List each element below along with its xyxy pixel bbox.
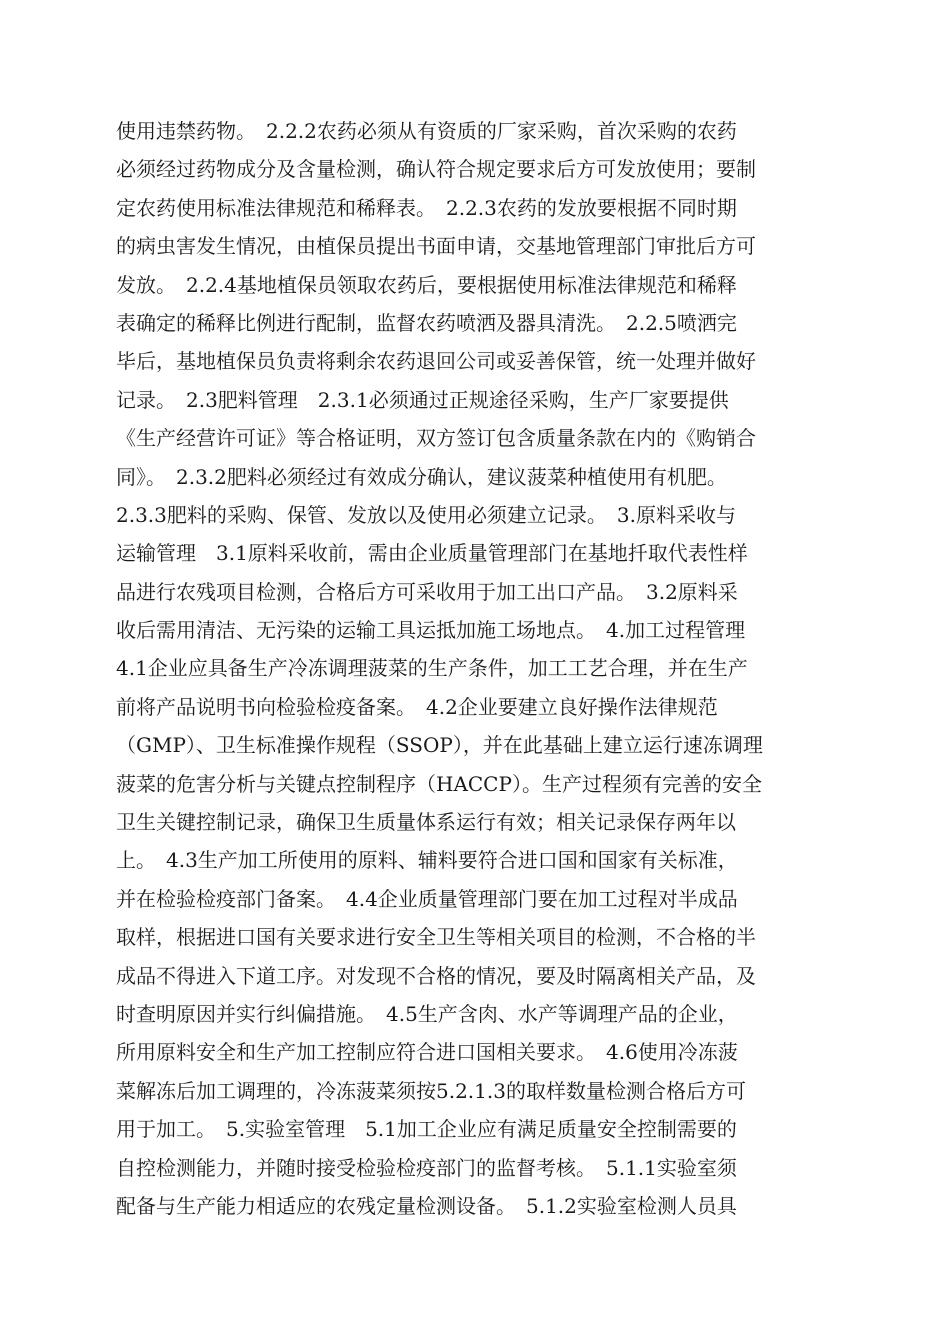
text-line: 定农药使用标准法律规范和稀释表。 2.2.3农药的发放要根据不同时期: [116, 195, 737, 220]
text-line: 上。 4.3生产加工所使用的原料、辅料要符合进口国和国家有关标准，: [116, 848, 738, 873]
text-line: （GMP）、卫生标准操作规程（SSOP），并在此基础上建立运行速冻调理: [116, 733, 763, 758]
text-line: 自控检测能力，并随时接受检验检疫部门的监督考核。 5.1.1实验室须: [116, 1155, 737, 1180]
text-line: 时查明原因并实行纠偏措施。 4.5生产含肉、水产等调理产品的企业，: [116, 1001, 738, 1026]
text-line: 2.3.3肥料的采购、保管、发放以及使用必须建立记录。 3.原料采收与: [116, 502, 736, 527]
text-line: 收后需用清洁、无污染的运输工具运抵加施工场地点。 4.加工过程管理: [116, 618, 746, 643]
text-line: 的病虫害发生情况，由植保员提出书面申请，交基地管理部门审批后方可: [116, 234, 756, 259]
text-line: 配备与生产能力相适应的农残定量检测设备。 5.1.2实验室检测人员具: [116, 1193, 737, 1218]
text-line: 卫生关键控制记录，确保卫生质量体系运行有效；相关记录保存两年以: [116, 810, 736, 835]
text-line: 菠菜的危害分析与关键点控制程序（HACCP）。生产过程须有完善的安全: [116, 771, 762, 796]
text-line: 运输管理 3.1原料采收前，需由企业质量管理部门在基地扦取代表性样: [116, 541, 748, 566]
text-line: 表确定的稀释比例进行配制，监督农药喷洒及器具清洗。 2.2.5喷洒完: [116, 310, 737, 335]
text-line: 前将产品说明书向检验检疫备案。 4.2企业要建立良好操作法律规范: [116, 694, 718, 719]
body-text: [116, 112, 836, 1225]
text-line: 必须经过药物成分及含量检测，确认符合规定要求后方可发放使用；要制: [116, 157, 756, 182]
text-line: 成品不得进入下道工序。对发现不合格的情况，要及时隔离相关产品，及: [116, 963, 756, 988]
text-line: 所用原料安全和生产加工控制应符合进口国相关要求。 4.6使用冷冻菠: [116, 1040, 738, 1065]
text-line: 毕后，基地植保员负责将剩余农药退回公司或妥善保管，统一处理并做好: [116, 349, 756, 374]
text-line: 并在检验检疫部门备案。 4.4企业质量管理部门要在加工过程对半成品: [116, 886, 738, 911]
text-line: 记录。 2.3肥料管理 2.3.1必须通过正规途径采购，生产厂家要提供: [116, 387, 729, 412]
text-line: 使用违禁药物。 2.2.2农药必须从有资质的厂家采购，首次采购的农药: [116, 119, 737, 143]
text-line: 《生产经营许可证》等合格证明，双方签订包含质量条款在内的《购销合: [116, 426, 756, 451]
text-line: 4.1企业应具备生产冷冻调理菠菜的生产条件，加工工艺合理，并在生产: [116, 656, 748, 681]
text-line: 用于加工。 5.实验室管理 5.1加工企业应有满足质量安全控制需要的: [116, 1117, 737, 1142]
text-line: 菜解冻后加工调理的，冷冻菠菜须按5.2.1.3的取样数量检测合格后方可: [116, 1078, 746, 1103]
text-line: 同》。 2.3.2肥料必须经过有效成分确认，建议菠菜种植使用有机肥。: [116, 464, 727, 489]
text-line: 发放。 2.2.4基地植保员领取农药后，要根据使用标准法律规范和稀释: [116, 272, 737, 297]
text-line: 取样，根据进口国有关要求进行安全卫生等相关项目的检测，不合格的半: [116, 925, 756, 950]
text-line: 品进行农残项目检测，合格后方可采收用于加工出口产品。 3.2原料采: [116, 579, 738, 604]
